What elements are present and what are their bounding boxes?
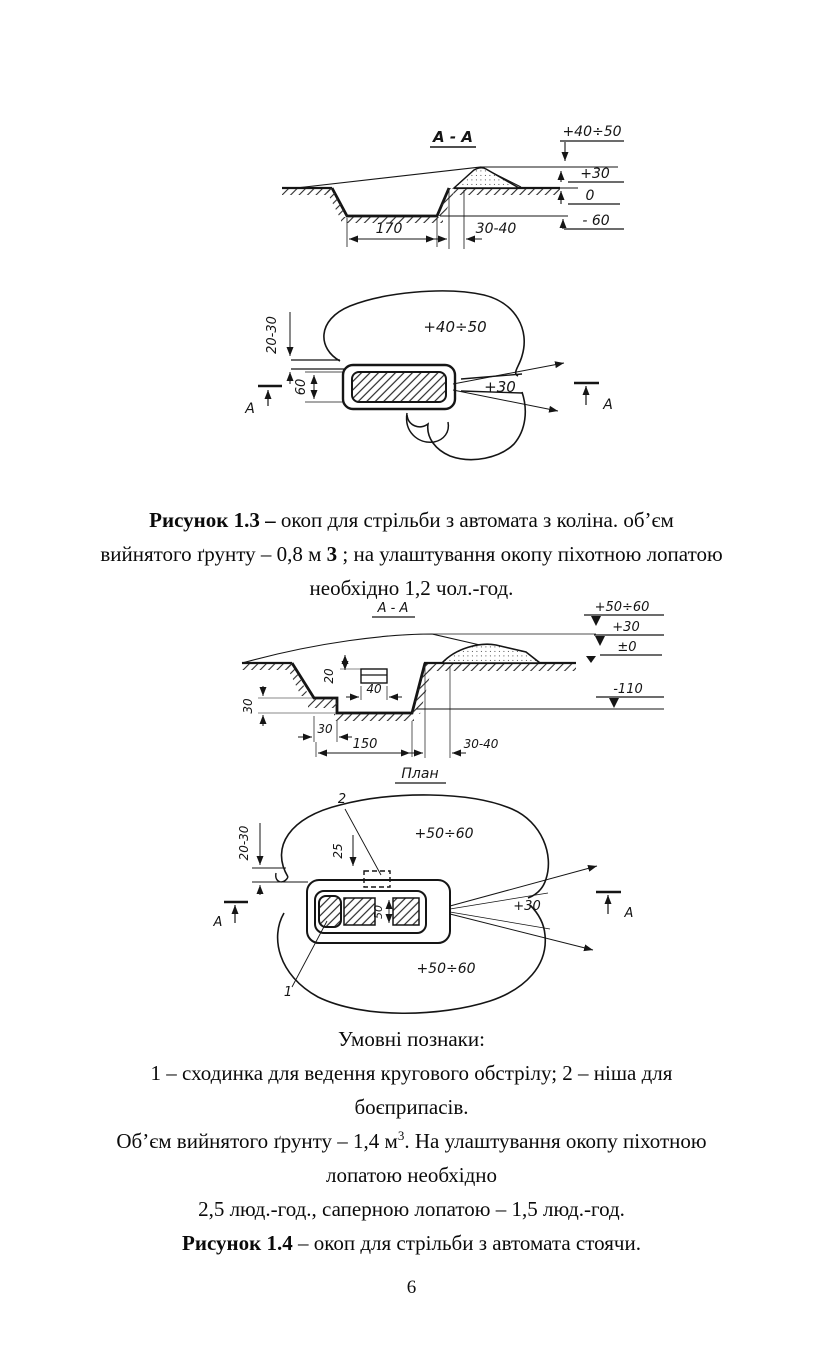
section-marker-right-label: А [603, 397, 613, 413]
trench-plan [343, 365, 455, 409]
ammo-niche [361, 669, 387, 683]
elevation-label-top: +50÷60 [594, 600, 650, 615]
parapet-mound [454, 168, 519, 188]
figure-1-4-legend [0, 1022, 823, 1260]
dimension-60 [294, 372, 343, 402]
callout-label-1: 1 [283, 985, 293, 1000]
legend-line: боєприпасів. [354, 1095, 469, 1119]
elevation-label-parapet: +30 [484, 378, 516, 396]
section-marker-left-label: А [245, 401, 255, 417]
figure-1-4-plan-drawing [178, 765, 640, 1020]
section-marker-left [244, 386, 282, 417]
plan-title [395, 766, 446, 783]
caption-line: необхідно 1,2 чол.-год. [309, 576, 514, 600]
section-marker-left [213, 902, 248, 930]
section-marker-left-label: А [213, 915, 223, 930]
superscript-3: 3 [397, 1128, 405, 1143]
dim-label-20: 20 [322, 668, 336, 684]
dim-label-30-40: 30-40 [475, 221, 517, 237]
callout-label-2: 2 [337, 792, 347, 807]
figure-1-4-section-drawing [228, 596, 670, 766]
elevation-label-bottom: +50÷60 [416, 961, 476, 977]
figure-1-3-section-drawing [268, 120, 628, 262]
firing-step [319, 896, 341, 927]
legend-line: лопатою необхідно [325, 1163, 498, 1187]
figure-1-3-plan-drawing [178, 272, 630, 478]
figure-1-4-caption: Рисунок 1.4 – окоп для стрільби з автомата стоячи. [182, 1231, 641, 1255]
dim-label-60: 60 [294, 378, 309, 396]
legend-line: Об’єм вийнятого ґрунту – 1,4 $м^3$. На улаштування окопу піхотною [116, 1128, 707, 1153]
trench-profile [285, 663, 433, 721]
dim-label-150: 150 [352, 737, 378, 752]
dim-label-40: 40 [366, 682, 382, 696]
trench-profile [325, 188, 456, 223]
dim-label-50: 50 [372, 905, 385, 919]
figure-number: Рисунок 1.3 – [149, 508, 276, 532]
dimension-20-30 [265, 312, 290, 384]
elevation-label-neg110: -110 [613, 682, 643, 697]
leader-niche [338, 792, 381, 875]
section-marker-right [574, 383, 613, 413]
page-number: 6 [406, 1277, 417, 1298]
dim-label-20-30: 20-30 [265, 316, 280, 354]
legend-title: Умовні познаки: [338, 1027, 485, 1051]
elevation-label-neg60: - 60 [582, 213, 610, 229]
dimension-20-30 [237, 823, 260, 895]
caption-line: Рисунок 1.3 – окоп для стрільби з автомата з коліна. об’єм [149, 508, 674, 532]
elevation-label-glacis: +40÷50 [423, 318, 487, 336]
dim-label-20-30: 20-30 [237, 825, 251, 861]
legend-line: 2,5 люд.-год., саперною лопатою – 1,5 люд.-год. [198, 1197, 625, 1221]
figure-number: Рисунок 1.4 [182, 1231, 293, 1255]
elevation-label-0: ±0 [617, 640, 637, 655]
dim-label-30-40: 30-40 [463, 737, 499, 751]
section-marker-right [596, 892, 633, 921]
plan-title-label: План [401, 766, 439, 782]
section-title [430, 128, 476, 147]
elevation-label-top: +40÷50 [562, 124, 622, 140]
dim-label-30-horizontal: 30 [317, 722, 333, 736]
caption-line: вийнятого ґрунту – 0,8 м 3 ; на улаштування окопу піхотною лопатою [100, 542, 723, 566]
elevation-label-top: +50÷60 [414, 826, 474, 842]
figure-1-3-caption [0, 503, 823, 605]
elevation-label-30: +30 [612, 620, 640, 635]
elevation-label-0: 0 [585, 188, 595, 204]
parapet-mound [442, 644, 540, 663]
section-title [372, 601, 415, 617]
section-marker-right-label: А [624, 906, 634, 921]
dim-label-170: 170 [375, 221, 403, 237]
section-title-label: А - А [433, 128, 473, 146]
dim-label-25: 25 [331, 843, 345, 859]
section-title-label: А - А [377, 601, 409, 616]
elevation-label-parapet: +30 [513, 899, 541, 914]
dim-label-30-vertical: 30 [241, 698, 255, 714]
legend-line: 1 – сходинка для ведення кругового обстрілу; 2 – ніша для [150, 1061, 673, 1085]
elevation-label-30: +30 [580, 166, 610, 182]
